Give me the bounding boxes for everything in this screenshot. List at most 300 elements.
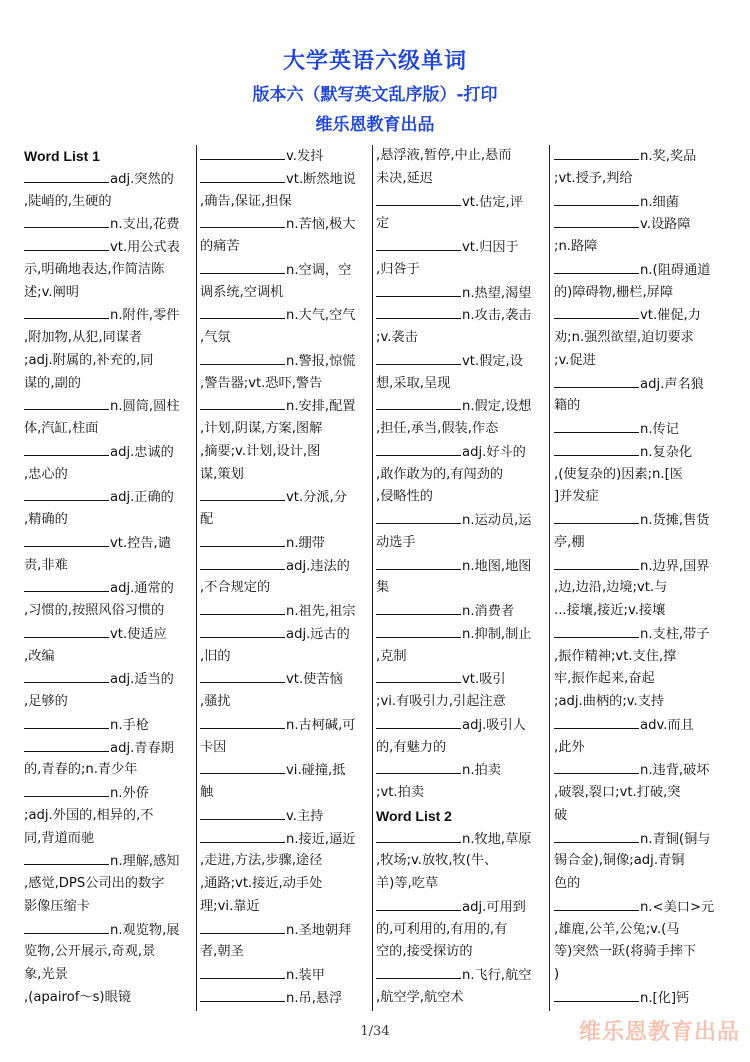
vocab-entry <box>200 395 368 418</box>
vocab-continuation <box>200 418 368 441</box>
definition-text: 籍的 <box>554 398 581 414</box>
definition-text: ,此外 <box>554 739 585 755</box>
vocab-column-4 <box>554 145 726 1011</box>
vocab-entry <box>554 373 726 396</box>
answer-blank[interactable] <box>24 737 109 752</box>
definition-text: n.热望,渴望 <box>462 285 532 301</box>
definition-text: vt.用公式表 <box>110 240 180 255</box>
definition-text: 想,采取,呈现 <box>376 375 451 391</box>
answer-blank[interactable] <box>554 828 639 843</box>
vocab-continuation <box>376 464 546 487</box>
definition-text: ,(apairof～s)眼镜 <box>24 989 131 1005</box>
answer-blank[interactable] <box>376 350 461 365</box>
vocab-continuation <box>554 282 726 305</box>
vocab-continuation <box>376 577 546 600</box>
answer-blank[interactable] <box>376 600 461 615</box>
vocab-entry <box>200 668 368 691</box>
definition-text: 的,可利用的,有用的,有 <box>376 921 508 937</box>
answer-blank[interactable] <box>554 259 639 274</box>
vocab-continuation <box>376 737 546 760</box>
word-list-label: Word List 1 <box>24 148 100 164</box>
answer-blank[interactable] <box>200 600 285 615</box>
definition-text: ,(使复杂的)因素;n.[医 <box>554 466 683 482</box>
answer-blank[interactable] <box>24 714 109 729</box>
definition-text: ,精确的 <box>24 512 68 527</box>
vocab-continuation <box>24 600 192 623</box>
vocab-entry <box>554 259 726 282</box>
definition-text: ,克制 <box>376 648 407 664</box>
vocab-entry <box>200 600 368 623</box>
answer-blank[interactable] <box>554 896 639 911</box>
vocab-continuation <box>376 418 546 441</box>
definition-text: 者,朝圣 <box>200 944 244 960</box>
vocab-continuation <box>200 282 368 305</box>
vocab-entry <box>200 304 368 327</box>
vocab-continuation <box>200 850 368 873</box>
vocab-continuation <box>554 464 726 487</box>
definition-text: 述;v.阐明 <box>24 284 79 300</box>
vocab-entry <box>554 145 726 168</box>
vocab-entry <box>554 441 726 464</box>
column-divider <box>196 145 197 1011</box>
answer-blank[interactable] <box>376 828 461 843</box>
vocab-continuation <box>24 350 192 373</box>
vocab-entry <box>200 987 368 1010</box>
vocab-entry <box>200 213 368 236</box>
answer-blank[interactable] <box>200 213 285 228</box>
vocab-entry <box>24 714 192 737</box>
definition-text: adj.忠诚的 <box>110 444 174 460</box>
vocab-continuation <box>24 873 192 896</box>
definition-text: 牢,振作起来,奋起 <box>554 671 655 687</box>
definition-text: n.牧地,草原 <box>462 831 532 847</box>
definition-text: n.苦恼,极大 <box>286 217 356 233</box>
vocab-continuation <box>554 873 726 896</box>
vocab-continuation <box>200 782 368 805</box>
vocab-entry <box>200 805 368 828</box>
answer-blank[interactable] <box>24 532 109 547</box>
definition-text: v.发抖 <box>286 149 324 164</box>
definition-text: n.<美口>元 <box>640 899 715 915</box>
word-list-label: Word List 2 <box>376 807 452 824</box>
vocab-entry <box>554 555 726 578</box>
definition-text: ,边,边沿,边境;vt.与 <box>554 580 668 596</box>
definition-text: 谋,策划 <box>200 466 244 482</box>
answer-blank[interactable] <box>376 509 461 524</box>
definition-text: v.设路障 <box>640 217 691 233</box>
answer-blank[interactable] <box>376 395 461 410</box>
definition-text: 体,汽缸,柱面 <box>24 421 99 436</box>
answer-blank[interactable] <box>554 759 639 774</box>
vocab-entry <box>200 532 368 555</box>
definition-text: 影像压缩卡 <box>24 898 90 914</box>
answer-blank[interactable] <box>554 304 639 319</box>
vocab-entry <box>376 555 546 578</box>
definition-text: vt.断然地说 <box>286 171 356 187</box>
word-list-heading <box>376 805 546 828</box>
answer-blank[interactable] <box>200 555 285 570</box>
answer-blank[interactable] <box>24 395 109 410</box>
definition-text: n.观览物,展 <box>110 922 180 938</box>
definition-text: ,雄鹿,公羊,公兔;v.(马 <box>554 921 680 937</box>
definition-text: 等)突然一跃(将骑手摔下 <box>554 944 697 960</box>
vocab-entry <box>554 987 726 1010</box>
vocab-continuation <box>554 941 726 964</box>
answer-blank[interactable] <box>554 509 639 524</box>
vocab-continuation <box>376 532 546 555</box>
vocab-entry <box>200 623 368 646</box>
definition-text: 的,有魅力的 <box>376 739 447 755</box>
vocab-column-3 <box>376 145 546 1011</box>
definition-text: n.传记 <box>640 422 679 437</box>
definition-text: n.空调，空 <box>286 262 352 278</box>
answer-blank[interactable] <box>554 213 639 228</box>
definition-text: 配 <box>200 512 214 527</box>
answer-blank[interactable] <box>554 714 639 729</box>
vocab-continuation <box>24 987 192 1010</box>
vocab-continuation <box>24 555 192 578</box>
definition-text: 触 <box>200 785 214 800</box>
definition-text: n.圣地朝拜 <box>286 922 352 938</box>
answer-blank[interactable] <box>200 532 285 547</box>
definition-text: 破 <box>554 807 568 823</box>
vocab-continuation <box>24 828 192 851</box>
definition-text: ,习惯的,按照风俗习惯的 <box>24 603 165 618</box>
page-subtitle: 版本六（默写英文乱序版）-打印 <box>252 85 498 105</box>
definition-text: ,走进,方法,步骤,途径 <box>200 853 323 869</box>
answer-blank[interactable] <box>554 145 639 160</box>
answer-blank[interactable] <box>24 236 109 251</box>
vocab-continuation <box>376 168 546 191</box>
definition-text: 的)障碍物,栅栏,屏障 <box>554 284 674 300</box>
answer-blank[interactable] <box>24 668 109 683</box>
answer-blank[interactable] <box>24 919 109 934</box>
definition-text: ;vi.有吸引力,引起注意 <box>376 694 506 709</box>
definition-text: vt.使苦恼 <box>286 672 343 688</box>
vocab-entry <box>554 213 726 236</box>
page-number: 1/34 <box>360 1024 390 1039</box>
definition-text: ;v.促进 <box>554 352 596 368</box>
definition-text: 劝;n.强烈欲望,迫切要求 <box>554 330 694 345</box>
definition-text: n.理解,感知 <box>110 854 180 870</box>
answer-blank[interactable] <box>200 395 285 410</box>
vocab-entry <box>376 896 546 919</box>
answer-blank[interactable] <box>200 759 285 774</box>
definition-text: ,计划,阴谋,方案,图解 <box>200 421 323 436</box>
vocab-continuation <box>554 691 726 714</box>
vocab-continuation <box>200 441 368 464</box>
answer-blank[interactable] <box>376 759 461 774</box>
definition-text: n.攻击,袭击 <box>462 308 532 324</box>
vocab-continuation <box>554 919 726 942</box>
word-list-heading <box>24 145 192 168</box>
definition-text: n.飞行,航空 <box>462 968 532 983</box>
definition-text: n.违背,破坏 <box>640 763 710 779</box>
definition-text: 动选手 <box>376 534 416 550</box>
vocab-entry <box>24 668 192 691</box>
answer-blank[interactable] <box>24 304 109 319</box>
vocab-entry <box>24 919 192 942</box>
answer-blank[interactable] <box>554 623 639 638</box>
vocab-continuation <box>24 259 192 282</box>
vocab-entry <box>554 714 726 737</box>
definition-text: n.支柱,带子 <box>640 626 710 642</box>
definition-text: ,通路;vt.接近,动手处 <box>200 876 323 891</box>
definition-text: n.装甲 <box>286 968 325 983</box>
vocab-entry <box>200 350 368 373</box>
answer-blank[interactable] <box>200 987 285 1002</box>
definition-text: vt.假定,设 <box>462 353 523 369</box>
definition-text: adj.正确的 <box>110 490 174 506</box>
definition-text: v.主持 <box>286 808 324 824</box>
vocab-continuation <box>24 327 192 350</box>
vocab-continuation <box>200 509 368 532</box>
vocab-continuation <box>376 782 546 805</box>
answer-blank[interactable] <box>24 213 109 228</box>
definition-text: ;vt.拍卖 <box>376 785 424 800</box>
definition-text: 览物,公开展示,奇观,景 <box>24 944 156 960</box>
definition-text: adj.远古的 <box>286 626 350 642</box>
vocab-continuation <box>200 191 368 214</box>
vocab-entry <box>200 919 368 942</box>
definition-text: adj.可用到 <box>462 899 526 915</box>
vocab-continuation <box>376 213 546 236</box>
vocab-continuation <box>24 941 192 964</box>
answer-blank[interactable] <box>376 282 461 297</box>
vocab-entry <box>554 759 726 782</box>
vocab-entry <box>24 577 192 600</box>
definition-text: n.警报,惊慌 <box>286 353 356 369</box>
definition-text: 亭,棚 <box>554 534 585 550</box>
vocab-continuation <box>200 896 368 919</box>
vocab-entry <box>200 168 368 191</box>
vocab-column-1 <box>24 145 192 1011</box>
definition-text: adj.违法的 <box>286 558 350 574</box>
answer-blank[interactable] <box>24 441 109 456</box>
vocab-entry <box>200 259 368 282</box>
vocab-entry <box>24 236 192 259</box>
definition-text: 未决,延迟 <box>376 170 433 186</box>
vocab-continuation <box>200 327 368 350</box>
vocab-entry <box>24 304 192 327</box>
definition-text: 羊)等,吃草 <box>376 876 439 891</box>
definition-text: vt.归因于 <box>462 240 519 255</box>
definition-text: ;adj.曲柄的;v.支持 <box>554 694 665 709</box>
vocab-continuation <box>554 577 726 600</box>
vocab-continuation <box>376 941 546 964</box>
definition-text: 调系统,空调机 <box>200 284 284 300</box>
answer-blank[interactable] <box>376 304 461 319</box>
answer-blank[interactable] <box>200 350 285 365</box>
definition-text: ,担任,承当,假装,作态 <box>376 421 499 436</box>
vocab-entry <box>376 668 546 691</box>
vocab-entry <box>376 828 546 851</box>
answer-blank[interactable] <box>376 668 461 683</box>
definition-text: n.支出,花费 <box>110 217 180 233</box>
answer-blank[interactable] <box>376 896 461 911</box>
answer-blank[interactable] <box>200 304 285 319</box>
answer-blank[interactable] <box>24 486 109 501</box>
definition-text: adj.好斗的 <box>462 444 526 460</box>
definition-text: ;v.袭击 <box>376 330 418 345</box>
answer-blank[interactable] <box>200 668 285 683</box>
vocab-entry <box>376 759 546 782</box>
vocab-continuation <box>554 850 726 873</box>
vocab-entry <box>554 828 726 851</box>
definition-text: ,振作精神;vt.支住,撑 <box>554 648 677 664</box>
vocab-continuation <box>554 327 726 350</box>
vocab-entry <box>376 441 546 464</box>
definition-text: n.吊,悬浮 <box>286 990 343 1006</box>
definition-text: ,足够的 <box>24 694 68 709</box>
vocab-continuation <box>376 145 546 168</box>
answer-blank[interactable] <box>376 441 461 456</box>
vocab-entry <box>376 282 546 305</box>
definition-text: 集 <box>376 580 390 596</box>
vocab-continuation <box>24 191 192 214</box>
vocab-continuation <box>554 805 726 828</box>
vocab-continuation <box>554 395 726 418</box>
answer-blank[interactable] <box>24 577 109 592</box>
vocab-continuation <box>200 646 368 669</box>
definition-text: ,旧的 <box>200 648 231 664</box>
column-divider <box>372 145 373 1011</box>
definition-text: ,牧场;v.放牧,牧(牛、 <box>376 853 498 869</box>
vocab-continuation <box>24 896 192 919</box>
definition-text: n.附件,零件 <box>110 308 180 324</box>
answer-blank[interactable] <box>200 828 285 843</box>
definition-text: 责,非难 <box>24 557 68 573</box>
vocab-entry <box>24 213 192 236</box>
definition-text: vt.使适应 <box>110 626 167 642</box>
definition-text: adj.适当的 <box>110 672 174 688</box>
answer-blank[interactable] <box>200 168 285 183</box>
definition-text: 的痛苦 <box>200 239 240 254</box>
vocab-entry <box>376 600 546 623</box>
answer-blank[interactable] <box>554 555 639 570</box>
definition-text: adj.突然的 <box>110 171 174 187</box>
definition-text: n.[化]钙 <box>640 990 690 1006</box>
vocab-entry <box>376 236 546 259</box>
vocab-entry <box>200 486 368 509</box>
vocab-continuation <box>24 646 192 669</box>
vocab-continuation <box>554 532 726 555</box>
vocab-continuation <box>376 373 546 396</box>
definition-text: ,陡峭的,生硬的 <box>24 193 112 209</box>
vocab-continuation <box>24 964 192 987</box>
definition-text: ,侵略性的 <box>376 489 433 505</box>
definition-text: 卡因 <box>200 739 227 755</box>
answer-blank[interactable] <box>554 441 639 456</box>
answer-blank[interactable] <box>554 191 639 206</box>
answer-blank[interactable] <box>200 145 285 160</box>
vocab-entry <box>24 850 192 873</box>
vocab-continuation <box>554 737 726 760</box>
watermark-logo: 维乐恩教育出品 <box>578 1020 740 1045</box>
answer-blank[interactable] <box>200 486 285 501</box>
answer-blank[interactable] <box>24 782 109 797</box>
definition-text: ,忠心的 <box>24 466 68 482</box>
vocab-entry <box>200 555 368 578</box>
definition-text: 空的,接受探访的 <box>376 944 473 960</box>
answer-blank[interactable] <box>376 191 461 206</box>
vocab-entry <box>200 964 368 987</box>
definition-text: ;adj.附属的,补充的,同 <box>24 352 154 368</box>
answer-blank[interactable] <box>200 714 285 729</box>
vocab-entry <box>554 509 726 532</box>
definition-text: n.复杂化 <box>640 444 693 460</box>
definition-text: ,航空学,航空术 <box>376 989 464 1005</box>
definition-text: n.拍卖 <box>462 763 501 779</box>
definition-text: vt.催促,力 <box>640 308 701 324</box>
definition-text: ,改编 <box>24 648 55 664</box>
answer-blank[interactable] <box>24 850 109 865</box>
answer-blank[interactable] <box>200 623 285 638</box>
definition-text: ,归咎于 <box>376 261 420 277</box>
definition-text: 理;vi.靠近 <box>200 898 260 914</box>
vocab-continuation <box>24 282 192 305</box>
answer-blank[interactable] <box>24 623 109 638</box>
vocab-continuation <box>24 691 192 714</box>
vocab-continuation <box>554 646 726 669</box>
vocab-entry <box>376 395 546 418</box>
answer-blank[interactable] <box>376 714 461 729</box>
definition-text: adj.吸引人 <box>462 717 526 733</box>
vocab-entry <box>376 623 546 646</box>
definition-text: 的,青春的;n.青少年 <box>24 762 138 778</box>
vocab-entry <box>376 350 546 373</box>
vocab-continuation <box>24 464 192 487</box>
definition-text: n.地图,地图 <box>462 558 532 574</box>
answer-blank[interactable] <box>554 987 639 1002</box>
vocab-continuation <box>376 259 546 282</box>
vocab-continuation <box>554 782 726 805</box>
vocab-continuation <box>376 486 546 509</box>
answer-blank[interactable] <box>376 623 461 638</box>
vocab-entry <box>200 145 368 168</box>
vocab-continuation <box>376 987 546 1010</box>
answer-blank[interactable] <box>200 259 285 274</box>
vocabulary-columns <box>24 145 728 1011</box>
definition-text: adv.而且 <box>640 717 694 733</box>
vocab-continuation <box>200 941 368 964</box>
definition-text: n.抑制,制止 <box>462 626 532 642</box>
answer-blank[interactable] <box>200 805 285 820</box>
answer-blank[interactable] <box>376 236 461 251</box>
answer-blank[interactable] <box>376 555 461 570</box>
definition-text: n.青铜(铜与 <box>640 831 711 847</box>
answer-blank[interactable] <box>376 964 461 979</box>
answer-blank[interactable] <box>24 168 109 183</box>
vocab-entry <box>24 623 192 646</box>
vocab-entry <box>376 964 546 987</box>
definition-text: n.运动员,运 <box>462 513 532 528</box>
definition-text: ,悬浮液,暂停,中止,悬而 <box>376 148 512 163</box>
definition-text: 同,背道而驰 <box>24 830 95 846</box>
definition-text: n.细菌 <box>640 194 679 210</box>
answer-blank[interactable] <box>554 418 639 433</box>
answer-blank[interactable] <box>200 964 285 979</box>
definition-text: 谋的,副的 <box>24 375 81 391</box>
answer-blank[interactable] <box>200 919 285 934</box>
column-divider <box>549 145 550 1011</box>
definition-text: n.(阻碍通道 <box>640 262 711 278</box>
answer-blank[interactable] <box>554 373 639 388</box>
definition-text: ,破裂,裂口;vt.打破,突 <box>554 785 681 800</box>
vocab-entry <box>200 714 368 737</box>
vocab-entry <box>376 509 546 532</box>
vocab-entry <box>24 532 192 555</box>
